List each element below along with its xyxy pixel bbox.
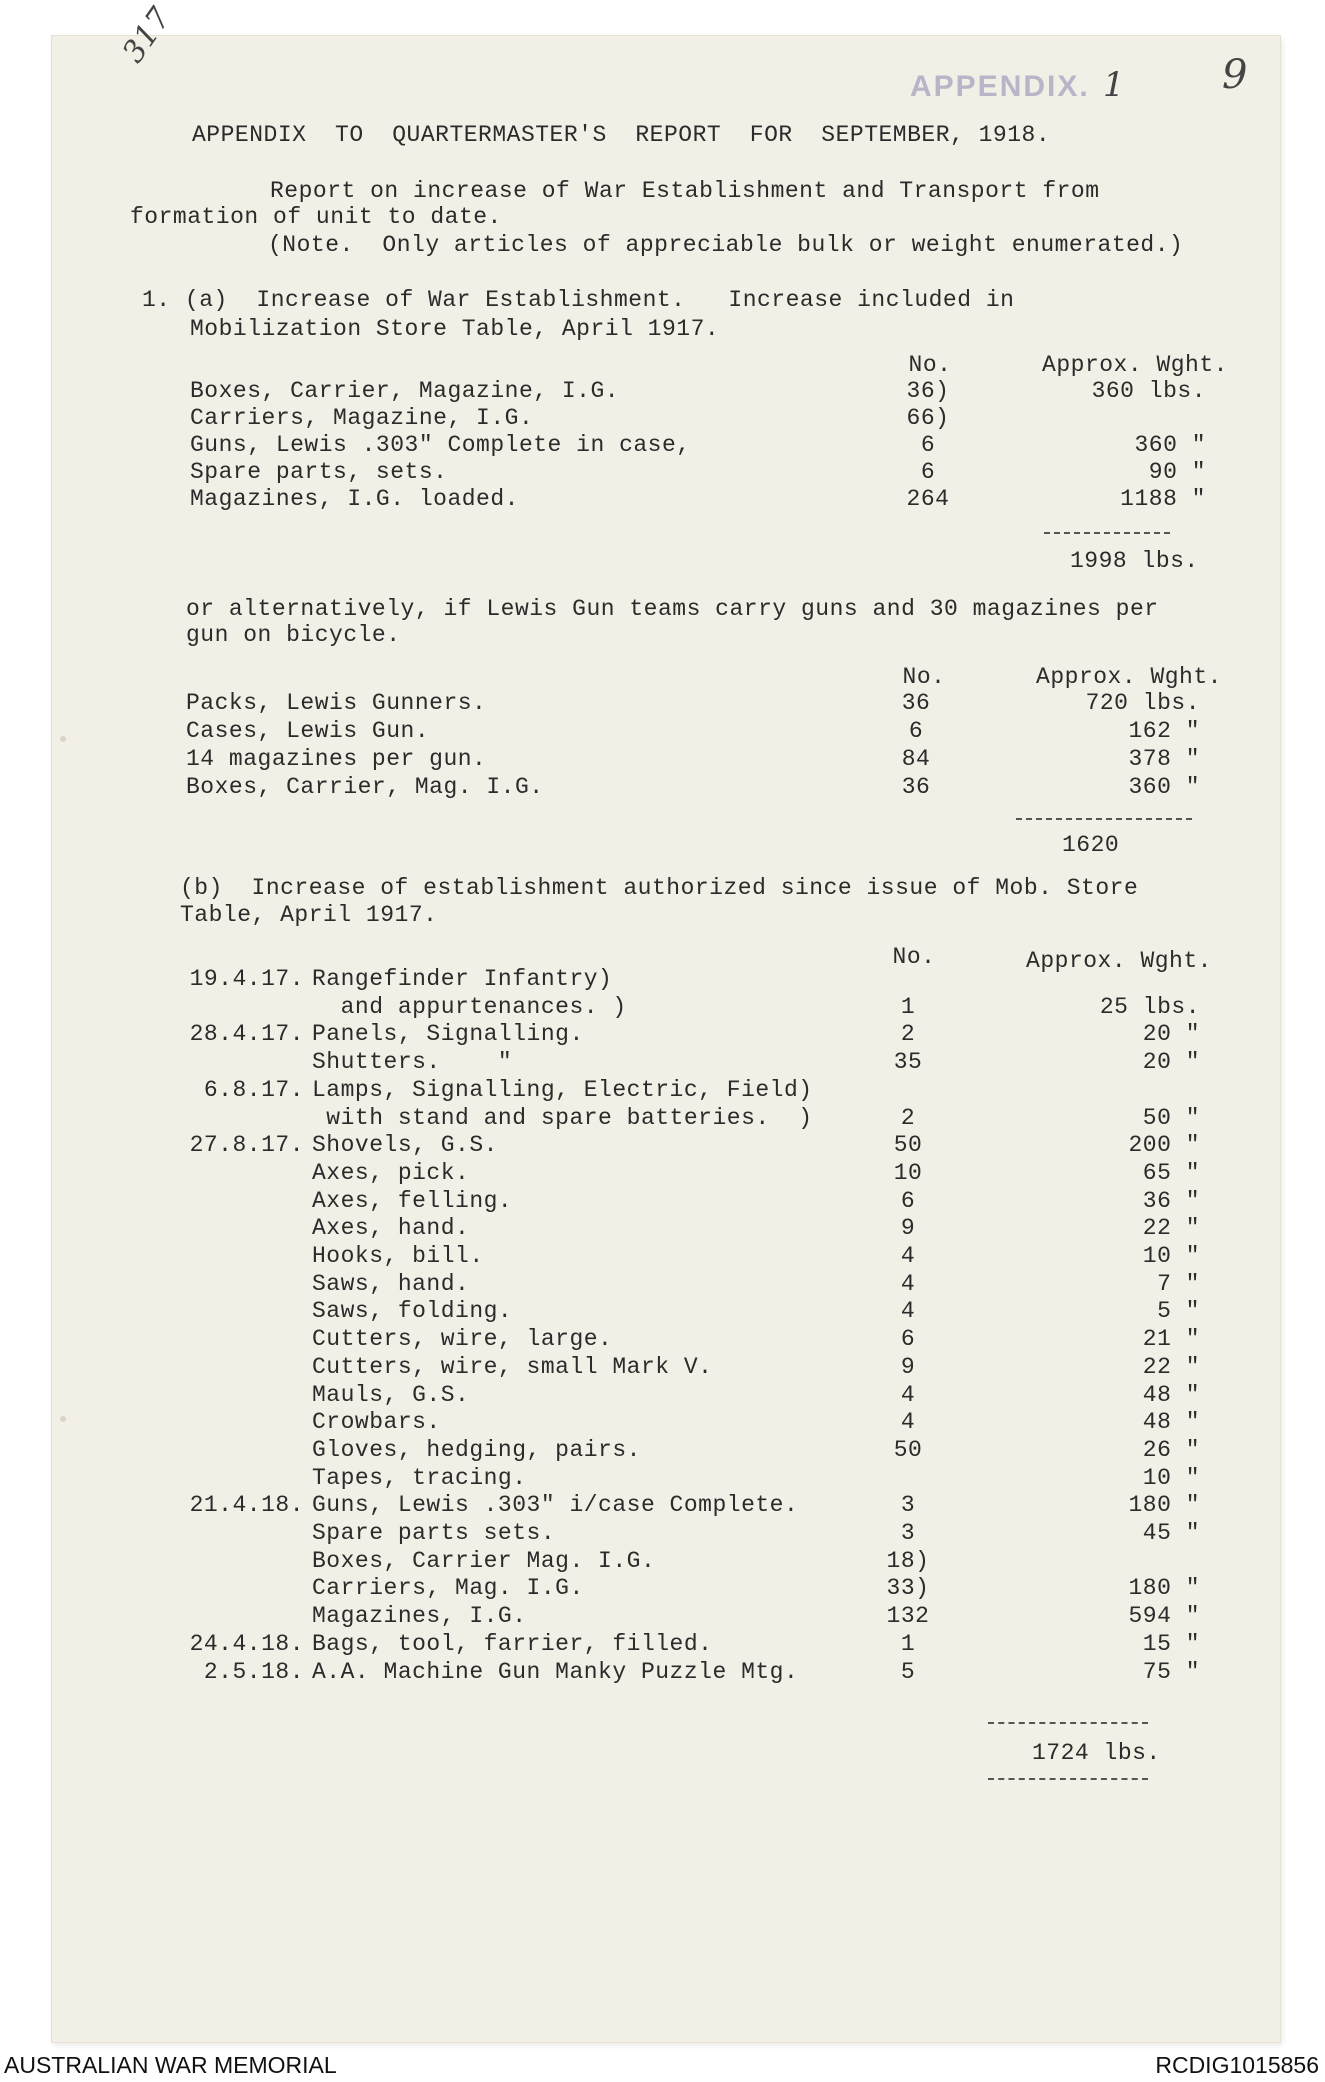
row-weight: 10 " (1142, 1243, 1200, 1269)
row-weight: 360 " (1134, 432, 1206, 458)
row-item: Rangefinder Infantry) (312, 966, 613, 992)
row-quantity: 4 (900, 1381, 916, 1408)
col-header-weight: Approx. Wght. (1042, 352, 1228, 378)
row-item: Axes, hand. (312, 1215, 470, 1242)
intro-note: (Note. Only articles of appreciable bulk or weight enumerated.) (268, 232, 1184, 258)
col-header-weight: Approx. Wght. (1026, 948, 1212, 974)
section-a-heading: Mobilization Store Table, April 1917. (190, 316, 720, 342)
row-date: 27.8.17. (189, 1132, 304, 1159)
row-quantity: 6 (900, 1187, 916, 1214)
row-item: Boxes, Carrier, Mag. I.G. (186, 774, 544, 800)
row-item: Shovels, G.S. (312, 1132, 498, 1159)
footer-credit: AUSTRALIAN WAR MEMORIAL (4, 2052, 337, 2078)
row-date: 6.8.17. (203, 1076, 304, 1103)
stamp-number: 1 (1103, 65, 1126, 105)
row-quantity: 6 (908, 718, 924, 744)
row-item: Tapes, tracing. (312, 1464, 527, 1491)
row-item: A.A. Machine Gun Manky Puzzle Mtg. (312, 1658, 799, 1685)
row-quantity: 33) (886, 1575, 930, 1602)
row-quantity: 35 (893, 1049, 923, 1076)
row-quantity: 3 (900, 1492, 916, 1519)
row-weight: 25 lbs. (1099, 993, 1200, 1020)
row-quantity: 18) (886, 1547, 930, 1574)
row-quantity: 50 (893, 1132, 923, 1159)
row-weight: 45 " (1142, 1520, 1200, 1546)
row-date: 2.5.18. (203, 1658, 304, 1685)
row-item: Carriers, Mag. I.G. (312, 1575, 584, 1602)
row-item: Spare parts, sets. (190, 459, 448, 485)
row-weight: 26 " (1142, 1436, 1200, 1463)
intro-line: Report on increase of War Establishment and Transport from (270, 178, 1100, 204)
row-weight: 22 " (1142, 1215, 1200, 1242)
appendix-stamp: APPENDIX. (910, 70, 1090, 103)
row-item: Saws, hand. (312, 1270, 470, 1297)
col-header-no: No. (908, 352, 952, 378)
row-quantity: 2 (900, 1021, 916, 1048)
alt-text: or alternatively, if Lewis Gun teams carry guns and 30 magazines per (186, 596, 1159, 622)
row-weight: 21 " (1142, 1326, 1200, 1353)
corner-folio-mark: 317 (115, 0, 179, 70)
row-weight: 10 " (1142, 1464, 1200, 1491)
row-item: Panels, Signalling. (312, 1021, 584, 1048)
row-weight: 22 " (1142, 1353, 1200, 1380)
row-quantity: 84 (901, 746, 931, 772)
row-quantity: 3 (900, 1520, 916, 1546)
row-quantity: 6 (920, 432, 936, 458)
row-date: 19.4.17. (189, 966, 304, 992)
row-item: Bags, tool, farrier, filled. (312, 1630, 713, 1657)
row-quantity: 9 (900, 1215, 916, 1242)
punch-hole-mark (60, 1416, 66, 1422)
row-item: Mauls, G.S. (312, 1381, 470, 1408)
row-quantity: 9 (900, 1353, 916, 1380)
intro-line: formation of unit to date. (130, 204, 502, 230)
row-weight: 720 lbs. (1085, 690, 1200, 716)
total-rule (988, 1722, 1148, 1724)
row-quantity: 66) (906, 405, 950, 431)
row-quantity: 132 (886, 1603, 930, 1630)
row-quantity: 1 (900, 993, 916, 1020)
row-item: Magazines, I.G. (312, 1603, 527, 1630)
row-quantity: 10 (893, 1159, 923, 1186)
row-quantity: 1 (900, 1630, 916, 1657)
row-item: Cases, Lewis Gun. (186, 718, 430, 744)
row-item: Axes, felling. (312, 1187, 513, 1214)
row-weight: 20 " (1142, 1021, 1200, 1048)
row-quantity: 50 (893, 1436, 923, 1463)
alt-total: 1620 (1062, 832, 1120, 858)
row-weight: 36 " (1142, 1187, 1200, 1214)
row-weight: 65 " (1142, 1159, 1200, 1186)
row-date: 28.4.17. (189, 1021, 304, 1048)
punch-hole-mark (60, 736, 66, 742)
footer-reference: RCDIG1015856 (1155, 2052, 1319, 2078)
row-weight: 378 " (1128, 746, 1200, 772)
page-title: APPENDIX TO QUARTERMASTER'S REPORT FOR SEPTEMBER, 1918. (192, 122, 1051, 148)
row-weight: 180 " (1128, 1575, 1200, 1602)
row-weight: 75 " (1142, 1658, 1200, 1685)
total-rule (1016, 818, 1192, 820)
row-quantity: 5 (900, 1658, 916, 1685)
row-weight: 594 " (1128, 1603, 1200, 1630)
row-quantity: 6 (900, 1326, 916, 1353)
row-item: Boxes, Carrier, Magazine, I.G. (190, 378, 620, 404)
row-item: Guns, Lewis .303" Complete in case, (190, 432, 691, 458)
row-item: Carriers, Magazine, I.G. (190, 405, 534, 431)
row-quantity: 4 (900, 1243, 916, 1269)
row-quantity: 4 (900, 1270, 916, 1297)
row-weight: 5 " (1157, 1298, 1200, 1325)
alt-text: gun on bicycle. (186, 622, 401, 648)
section-b-total: 1724 lbs. (1032, 1740, 1161, 1766)
row-weight: 48 " (1142, 1409, 1200, 1436)
row-weight: 200 " (1128, 1132, 1200, 1159)
row-item: Axes, pick. (312, 1159, 470, 1186)
row-item: Cutters, wire, large. (312, 1326, 613, 1353)
section-a-heading: 1. (a) Increase of War Establishment. Increase included in (142, 287, 1015, 313)
row-weight: 20 " (1142, 1049, 1200, 1076)
row-quantity: 2 (900, 1104, 916, 1131)
row-item: with stand and spare batteries. ) (312, 1104, 813, 1131)
row-quantity: 4 (900, 1298, 916, 1325)
row-weight: 15 " (1142, 1630, 1200, 1657)
row-item: Gloves, hedging, pairs. (312, 1436, 641, 1463)
row-item: Hooks, bill. (312, 1243, 484, 1269)
row-item: Cutters, wire, small Mark V. (312, 1353, 713, 1380)
row-weight: 360 " (1128, 774, 1200, 800)
col-header-weight: Approx. Wght. (1036, 664, 1222, 690)
row-item: Lamps, Signalling, Electric, Field) (312, 1076, 813, 1103)
row-item: Crowbars. (312, 1409, 441, 1436)
row-date: 21.4.18. (189, 1492, 304, 1519)
total-rule (988, 1778, 1148, 1780)
row-quantity: 36 (901, 774, 931, 800)
row-weight: 180 " (1128, 1492, 1200, 1519)
row-weight: 360 lbs. (1091, 378, 1206, 404)
row-item: 14 magazines per gun. (186, 746, 487, 772)
row-weight: 48 " (1142, 1381, 1200, 1408)
total-rule (1044, 532, 1170, 534)
section-a-total: 1998 lbs. (1070, 548, 1199, 574)
row-item: and appurtenances. ) (312, 993, 627, 1020)
row-date: 24.4.18. (189, 1630, 304, 1657)
section-b-heading: (b) Increase of establishment authorized since issue of Mob. Store (180, 875, 1139, 901)
row-item: Magazines, I.G. loaded. (190, 486, 519, 512)
page-number: 9 (1222, 52, 1248, 98)
row-weight: 50 " (1142, 1104, 1200, 1131)
row-item: Boxes, Carrier Mag. I.G. (312, 1547, 656, 1574)
row-quantity: 264 (906, 486, 950, 512)
row-quantity: 4 (900, 1409, 916, 1436)
row-weight: 7 " (1157, 1270, 1200, 1297)
row-weight: 1188 " (1120, 486, 1206, 512)
row-weight: 162 " (1128, 718, 1200, 744)
row-item: Guns, Lewis .303" i/case Complete. (312, 1492, 799, 1519)
row-quantity: 36) (906, 378, 950, 404)
col-header-no: No. (902, 664, 946, 690)
row-item: Shutters. " (312, 1049, 513, 1076)
row-item: Packs, Lewis Gunners. (186, 690, 487, 716)
col-header-no: No. (892, 944, 936, 970)
row-quantity: 36 (901, 690, 931, 716)
row-item: Spare parts sets. (312, 1520, 556, 1546)
section-b-heading: Table, April 1917. (180, 902, 438, 928)
row-item: Saws, folding. (312, 1298, 513, 1325)
row-quantity: 6 (920, 459, 936, 485)
row-weight: 90 " (1148, 459, 1206, 485)
